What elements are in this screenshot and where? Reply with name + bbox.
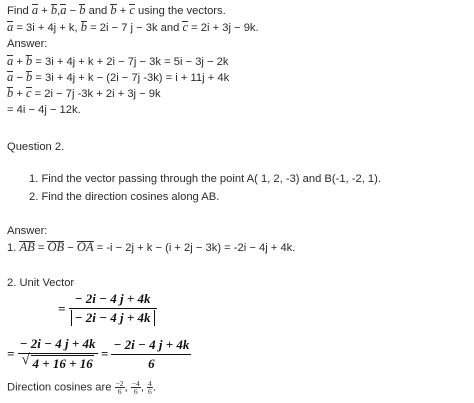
vector-b: b — [50, 3, 58, 17]
denominator: 6 — [117, 387, 122, 396]
denominator: 6 — [133, 387, 138, 396]
text: − — [64, 242, 77, 254]
vector-c: c — [182, 20, 189, 34]
text: = 3i + 4j + k, — [13, 22, 81, 34]
square-root — [21, 352, 93, 372]
vector-a: a — [7, 54, 14, 68]
text: = 2i − 7j -3k + 2i + 3j − 9k — [31, 88, 161, 100]
text: . — [152, 381, 156, 394]
equals-sign: = — [58, 300, 66, 316]
vector-a: a — [31, 3, 39, 17]
text: + — [13, 88, 26, 100]
equals-sign: = — [100, 346, 109, 361]
vector-ob: OB — [47, 240, 65, 254]
magnitude: − 2i − 4 j + 4k — [71, 310, 155, 326]
radical-sign: √ — [21, 352, 30, 368]
vectors-definition — [7, 21, 259, 35]
text: + — [13, 56, 26, 68]
vector-ab: AB — [19, 240, 35, 254]
text: = 3i + 4j + k − (2i − 7j -3k) = i + 11j + 4k — [32, 72, 230, 84]
text: using the vectors. — [134, 5, 226, 17]
question-heading: Question 2. — [7, 141, 65, 153]
text: = -i − 2j + k − (i + 2j − 3k) = -2i − 4j + 4k. — [93, 242, 296, 254]
text: = 2i + 3j − 9k. — [188, 22, 259, 34]
denominator: 6 — [148, 355, 155, 371]
task-line — [7, 4, 226, 18]
vector-oa: OA — [76, 240, 94, 254]
separator: , — [140, 381, 144, 394]
text: 1. — [7, 242, 20, 254]
sum-a-b — [7, 55, 228, 69]
vector-a: a — [60, 3, 67, 17]
unit-vector-fraction — [58, 291, 157, 326]
vector-b: b — [80, 20, 87, 34]
direction-cosines — [7, 380, 156, 395]
cosine-fraction — [115, 380, 125, 395]
denominator: 6 — [147, 387, 152, 396]
denominator — [18, 354, 98, 372]
vector-b: b — [7, 86, 14, 100]
text: − — [13, 72, 26, 84]
fraction — [111, 337, 191, 372]
numerator: −4 — [131, 379, 140, 388]
numerator: 4 — [147, 379, 152, 388]
answer-label: Answer: — [7, 225, 48, 237]
question-item-2: 2. Find the direction cosines along AB. — [29, 191, 220, 203]
text: − — [66, 5, 80, 17]
vector-a: a — [7, 20, 14, 34]
text: and — [85, 5, 111, 17]
text: + — [38, 5, 51, 17]
cosine-fraction — [131, 380, 141, 395]
unit-vector-simplified — [7, 336, 191, 372]
numerator: − 2i − 4 j + 4k — [18, 336, 98, 354]
vector-b: b — [26, 54, 33, 68]
text: Find — [7, 5, 32, 17]
vector-b: b — [110, 3, 117, 17]
denominator — [69, 309, 157, 326]
text: + — [116, 5, 130, 17]
text: Direction cosines are — [7, 381, 115, 394]
numerator: −2 — [115, 379, 124, 388]
text: , — [57, 5, 61, 17]
question-item-1: 1. Find the vector passing through the point A( 1, 2, -3) and B(-1, -2, 1). — [29, 173, 381, 185]
vector-a: a — [7, 70, 14, 84]
radicand: 4 + 16 + 16 — [32, 356, 93, 371]
numerator: − 2i − 4 j + 4k — [111, 337, 191, 355]
text: = 2i − 7 j − 3k and — [86, 22, 183, 34]
fraction — [69, 291, 157, 326]
ab-vector-line — [7, 241, 295, 255]
numerator: − 2i − 4 j + 4k — [69, 291, 157, 309]
vector-b: b — [26, 70, 33, 84]
text: = — [34, 242, 48, 254]
unit-vector-heading: 2. Unit Vector — [7, 277, 75, 289]
sum-b-c-result: = 4i − 4j − 12k. — [7, 104, 81, 116]
text: = 3i + 4j + k + 2i − 7j − 3k = 5i − 3j − 2k — [32, 56, 229, 68]
answer-label: Answer: — [7, 38, 48, 50]
vector-b: b — [79, 3, 86, 17]
vector-c: c — [26, 86, 32, 100]
diff-a-b — [7, 71, 229, 85]
fraction — [18, 336, 98, 372]
sum-b-c — [7, 87, 161, 101]
equals-sign: = — [7, 346, 15, 361]
separator: , — [124, 381, 128, 394]
vector-c: c — [129, 3, 135, 17]
